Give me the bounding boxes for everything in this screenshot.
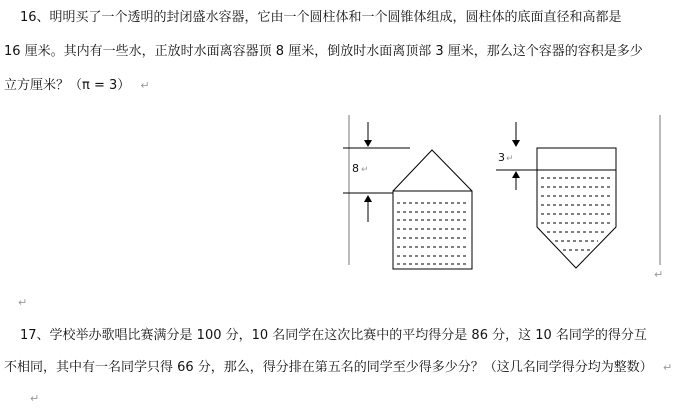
label-3-mark-icon: ↵ xyxy=(506,154,514,164)
problem17-line1 xyxy=(20,328,647,344)
arrow-down-head-icon xyxy=(364,140,372,147)
problem17-line2 xyxy=(4,360,672,376)
problem16-line2-text: 16 厘米。其内有一些水，正放时水面离容器顶 8 厘米，倒放时水面离顶部 3 厘米，那么这个容器的容积是多少 xyxy=(4,44,643,59)
arrow-down-head-right-icon xyxy=(512,140,520,147)
paragraph-mark-icon: ↵ xyxy=(140,79,150,92)
inverted-container xyxy=(496,122,616,268)
last-paragraph-mark-icon: ↵ xyxy=(30,392,40,405)
paragraph-mark-icon-17: ↵ xyxy=(662,361,673,374)
figure-paragraph-mark-icon: ↵ xyxy=(654,268,664,281)
problem17-line2-text: 不相同，其中有一名同学只得 66 分，那么，得分排在第五名的同学至少得多少分？（这几名同学得分均为整数） xyxy=(4,360,653,375)
label-8-mark-icon: ↵ xyxy=(361,165,369,175)
blank-paragraph-mark-icon: ↵ xyxy=(18,296,28,309)
arrow-up-head-icon xyxy=(364,195,372,202)
upright-container xyxy=(343,122,472,269)
problem17-line1-text: 17、学校举办歌唱比赛满分是 100 分，10 名同学在这次比赛中的平均得分是 86 分，这 10 名同学的得分互 xyxy=(20,328,647,343)
cone-top xyxy=(393,150,472,191)
problem16-line1-text: 16、明明买了一个透明的封闭盛水容器，它由一个圆柱体和一个圆锥体组成，圆柱体的底面直径和高都是 xyxy=(20,10,622,25)
problem16-line3-text: 立方厘米？（π = 3） xyxy=(4,78,131,93)
water-lines-right xyxy=(541,178,612,250)
water-lines-left xyxy=(397,203,468,264)
arrow-up-head-right-icon xyxy=(512,171,520,178)
label-3: 3 xyxy=(498,151,505,164)
label-8: 8 xyxy=(352,162,359,175)
